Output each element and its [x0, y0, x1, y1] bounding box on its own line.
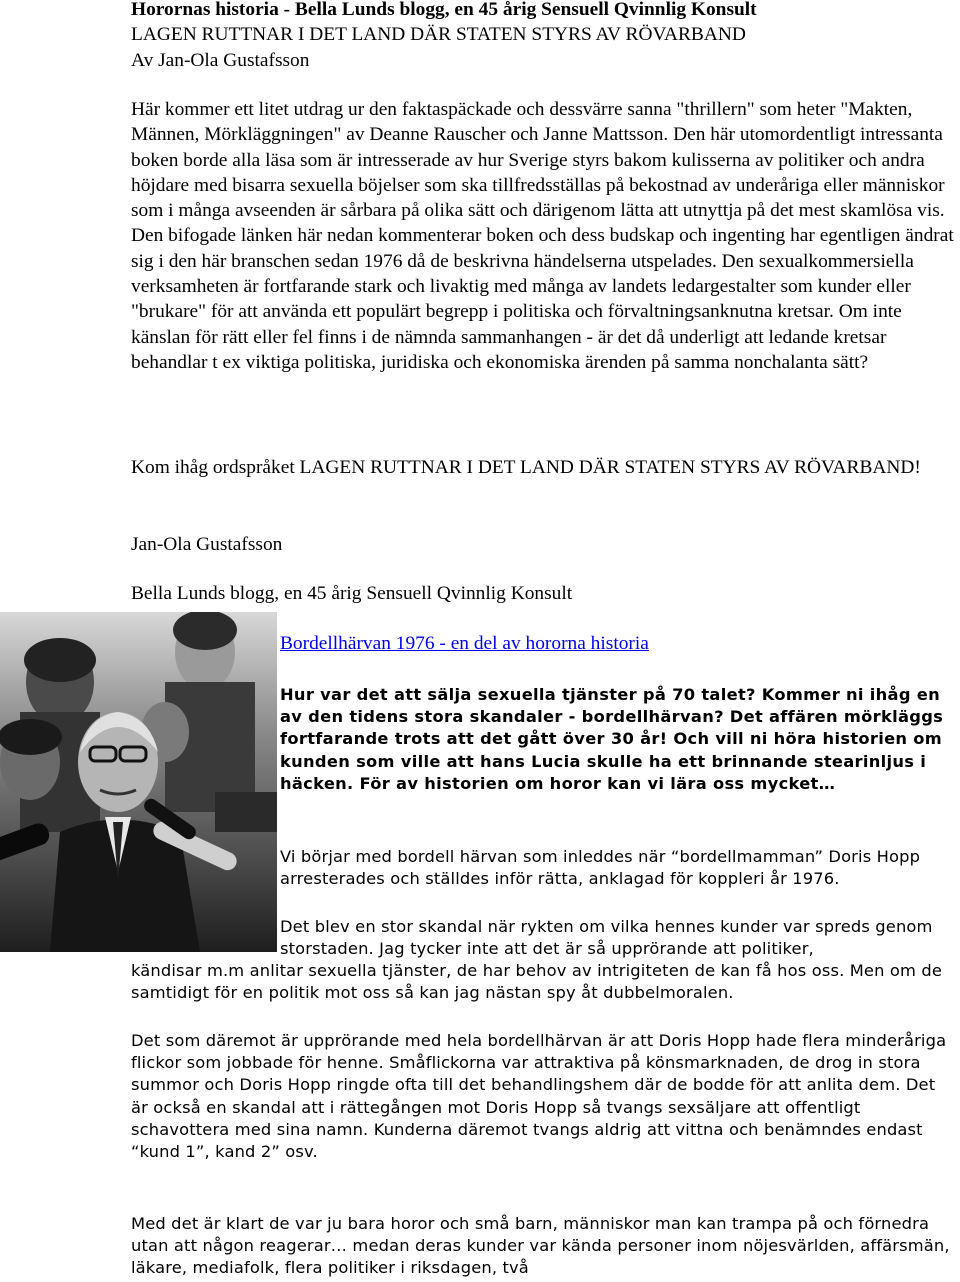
article-lead: Hur var det att sälja sexuella tjänster på 70 talet? Kommer ni ihåg en av den tidens stora skandaler - bordellhärvan? Det affären mörkläggs fortfarande trots att det gått över 30 år! Och vill ni höra historien om kunden som ville att hans Lucia skulle ha ett brinnande stearinljus i häcken. För av historien om horor kan vi lära oss mycket… [280, 685, 944, 793]
article-link[interactable]: Bordellhärvan 1976 - en del av hororna historia [280, 633, 649, 654]
article-paragraph-2-rest: kändisar m.m anlitar sexuella tjänster, de har behov av intrigiteten de kan få hos oss. Men om de samtidigt för en politik mot oss så kan jag nästan spy åt dubbelmoralen. [131, 961, 942, 1003]
page-header [131, 0, 951, 73]
article-paragraph-3: Det som däremot är upprörande med hela bordellhärvan är att Doris Hopp hade flera minderåriga flickor som jobbade för henne. Småflickorna var attraktiva på könsmarknaden, de drog in stora summor och Doris Hopp ringde ofta till det behandlingshem där de bodde för att anlita dem. Det är också en skandal att i rättegången mot Doris Hopp så tvangs sexsäljare att offentligt schavottera med sina namn. Kunderna däremot tvangs aldrig att vittna och benämndes endast “kund 1”, kand 2” osv. [131, 1031, 947, 1162]
signature-name: Jan-Ola Gustafsson [131, 534, 283, 555]
press-photo [0, 612, 277, 952]
article-paragraph-1: Vi börjar med bordell härvan som inleddes när “bordellmamman” Doris Hopp arresterades och ställdes inför rätta, anklagad för koppleri år 1976. [280, 847, 921, 889]
intro-paragraph: Här kommer ett litet utdrag ur den faktaspäckade och dessvärre sanna "thrillern" som heter "Makten, Männen, Mörkläggningen" av Deanne Rauscher och Janne Mattsson. Den här utomordentligt intressanta boken borde alla läsa som är intresserade av hur Sverige styrs bakom kulisserna av politiker och andra höjdare med bisarra sexuella böjelser som ska tillfredsställas på bekostnad av underåriga eller människor som i många avseenden är sårbara på olika sätt och därigenom lätta att utnyttja på det mest skamlösa vis. Den bifogade länken här nedan kommenterar boken och dess budskap och ingenting har egentligen ändrat sig i den här branschen sedan 1976 då de beskrivna händelserna utspelades. Den sexualkommersiella verksamheten är fortfarande stark och livaktig med många av landets ledargestalter som kunder eller "brukare" för att använda ett populärt begrepp i politiska och förvaltningsanknutna kretsar. Om inte känslan för rätt eller fel finns i de nämnda sammanhangen - är det då underligt att ledande kretsar behandlar t ex viktiga politiska, juridiska och ekonomiska ärenden på samma nonchalanta sätt? [131, 99, 954, 373]
page-subtitle: LAGEN RUTTNAR I DET LAND DÄR STATEN STYRS AV RÖVARBAND [131, 24, 746, 46]
article-paragraph-4: Med det är klart de var ju bara horor och små barn, människor man kan trampa på och förnedra utan att någon reagerar… medan deras kunder var kända personer inom nöjesvärlden, affärsmän, läkare, mediafolk, flera politiker i riksdagen, två [131, 1214, 950, 1278]
page-title: Horornas historia - Bella Lunds blogg, en 45 årig Sensuell Qvinnlig Konsult [131, 0, 757, 20]
signature-blog: Bella Lunds blogg, en 45 årig Sensuell Qvinnlig Konsult [131, 583, 573, 604]
motto-paragraph: Kom ihåg ordspråket LAGEN RUTTNAR I DET LAND DÄR STATEN STYRS AV RÖVARBAND! [131, 457, 921, 478]
article-paragraph-2-start: Det blev en stor skandal när rykten om vilka hennes kunder var spreds genom storstaden. Jag tycker inte att det är så upprörande att politiker, [280, 917, 933, 959]
byline: Av Jan-Ola Gustafsson [131, 49, 310, 71]
